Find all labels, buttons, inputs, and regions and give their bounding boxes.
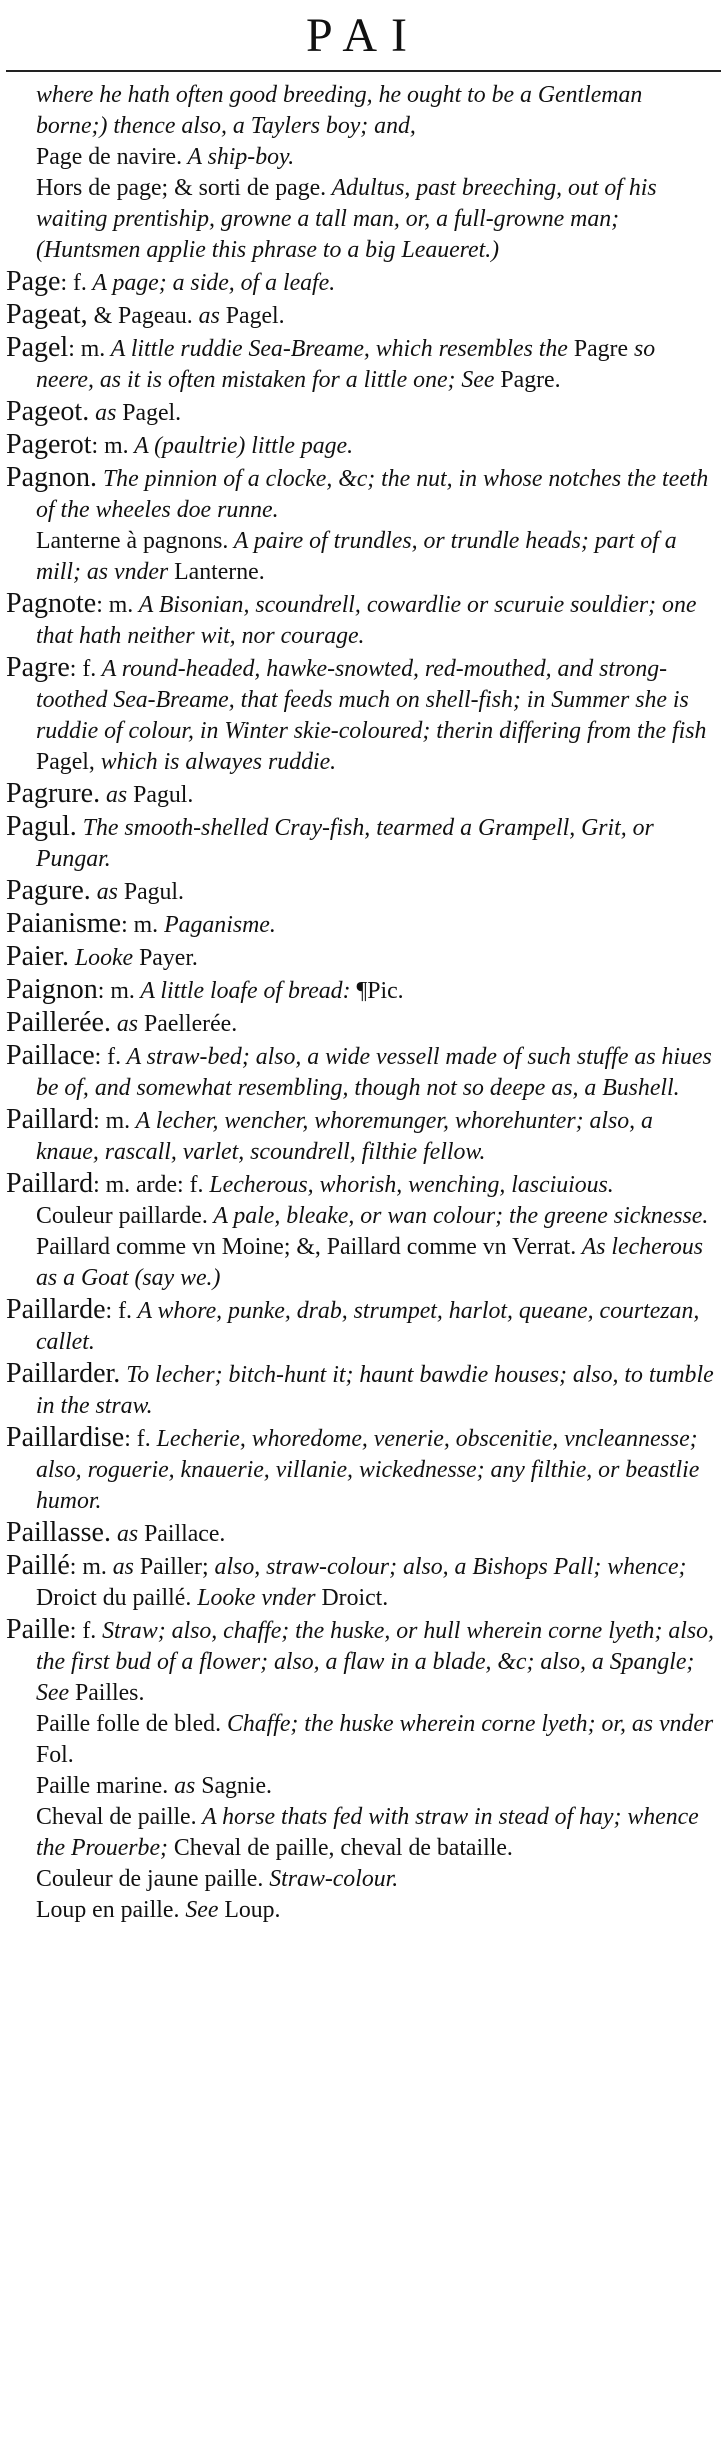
french-text: Lanterne à pagnons. [36, 528, 229, 554]
french-text: : f. [105, 1298, 132, 1324]
entry-list [6, 80, 718, 1926]
definition-text: A ship-boy. [182, 144, 295, 170]
french-text: & Pageau. [87, 303, 193, 329]
dictionary-entry [6, 1294, 718, 1358]
dictionary-entry [6, 875, 718, 908]
sub-entry [6, 142, 718, 173]
dictionary-entry [6, 1040, 718, 1104]
dictionary-entry [6, 941, 718, 974]
definition-text: Straw-colour. [263, 1866, 399, 1892]
headword: Paillarder. [6, 1358, 121, 1389]
definition-text: Paganisme. [158, 912, 276, 938]
french-text: Couleur paillarde. [36, 1203, 208, 1229]
french-text: Droict. [321, 1585, 389, 1611]
definition-text: Lecherous, whorish, wenching, lasciuious. [203, 1172, 614, 1198]
french-text: : f. [124, 1426, 151, 1452]
headword: Pagerot [6, 429, 92, 460]
headword: Paillé [6, 1550, 70, 1581]
headword: Paier. [6, 941, 69, 972]
french-text: : f. [94, 1044, 122, 1070]
french-text: : f. [69, 1618, 97, 1644]
french-text: Paillard comme vn Moine; &, Paillard comme vn Verrat. [36, 1234, 577, 1260]
headword: Pageat, [6, 299, 88, 330]
definition-text: as [192, 303, 226, 329]
dictionary-entry [6, 1614, 718, 1709]
dictionary-entry [6, 1517, 718, 1550]
headword: Pagrure. [6, 778, 101, 809]
sub-entry [6, 1895, 718, 1926]
sub-entry [6, 1232, 718, 1294]
french-text: ¶Pic. [356, 978, 404, 1004]
definition-text: A straw-bed; also, a wide vessell made of such stuffe as hiues be of, and somewhat resembling, though not so deepe as, a Bushell. [36, 1044, 712, 1101]
french-text: : m. [68, 336, 106, 362]
sub-entry [6, 1771, 718, 1802]
french-text: Paille folle de bled. [36, 1711, 222, 1737]
french-text: Pagre [573, 336, 629, 362]
definition-text: where he hath often good breeding, he ought to be a Gentleman borne;) thence also, a Taylers boy; and, [36, 82, 643, 139]
definition-text: as [111, 1521, 145, 1547]
french-text: Page de navire. [36, 144, 183, 170]
headword: Paillard [6, 1104, 94, 1135]
french-text: Lanterne. [174, 559, 265, 585]
definition-text: The smooth-shelled Cray-fish, tearmed a Grampell, Grit, or Pungar. [36, 815, 654, 872]
french-text: Pagel. [122, 400, 182, 426]
french-text: : m. [96, 592, 134, 618]
french-text: Paille marine. [36, 1773, 169, 1799]
sub-entry [6, 173, 718, 266]
definition-text: Looke [69, 945, 140, 971]
sub-entry [6, 1802, 718, 1864]
sub-entry [6, 1709, 718, 1771]
definition-text: A pale, bleake, or wan colour; the greene sicknesse. [207, 1203, 709, 1229]
dictionary-entry [6, 396, 718, 429]
definition-text: A horse thats fed with straw in stead of hay; whence the Prouerbe; [36, 1804, 699, 1861]
french-text: Loup. [224, 1897, 281, 1923]
french-text: Loup en paille. [36, 1897, 180, 1923]
french-text: : m. [93, 1108, 131, 1134]
definition-text: A paire of trundles, or trundle heads; part of a mill; as vnder [36, 528, 677, 585]
definition-text: See [179, 1897, 225, 1923]
french-text: : f. [60, 270, 87, 296]
french-text: Paellerée. [144, 1011, 238, 1037]
sub-entry [6, 1583, 718, 1614]
headword: Pagure. [6, 875, 91, 906]
definition-text: as [168, 1773, 202, 1799]
definition-text: as [90, 879, 124, 905]
sub-entry [6, 526, 718, 588]
dictionary-entry [6, 1104, 718, 1168]
header-rule [6, 70, 721, 72]
headword: Pagnote [6, 588, 97, 619]
definition-text: As lecherous as a Goat (say we.) [36, 1234, 704, 1291]
definition-text: To lecher; bitch-hunt it; haunt bawdie houses; also, to tumble in the straw. [36, 1362, 714, 1419]
dictionary-entry [6, 811, 718, 875]
headword: Pagnon. [6, 462, 97, 493]
headword: Paillardise [6, 1422, 125, 1453]
headword: Paillasse. [6, 1517, 111, 1548]
french-text: Paillace. [144, 1521, 226, 1547]
french-text: Pagul. [133, 782, 194, 808]
definition-text: as [89, 400, 123, 426]
french-text: : f. [69, 656, 97, 682]
headword: Pagre [6, 652, 70, 683]
definition-text: which is alwayes ruddie. [94, 749, 337, 775]
french-text: Hors de page; & sorti de page. [36, 175, 327, 201]
headword: Paillerée. [6, 1007, 111, 1038]
headword: Pagel [6, 332, 69, 363]
french-text: Pailles. [74, 1680, 145, 1706]
definition-text: Lecherie, whoredome, venerie, obscenitie, vncleannesse; also, roguerie, knauerie, villanie, wickednesse; any filthie, or beastlie humor. [36, 1426, 700, 1514]
definition-text: A whore, punke, drab, strumpet, harlot, queane, courtezan, callet. [36, 1298, 700, 1355]
headword: Pageot. [6, 396, 90, 427]
french-text: : m. [97, 978, 135, 1004]
french-text: : m. [69, 1554, 107, 1580]
headword: Paillarde [6, 1294, 106, 1325]
dictionary-entry [6, 778, 718, 811]
sub-entry [6, 1201, 718, 1232]
french-text: : m. arde: f. [93, 1172, 204, 1198]
definition-text: Straw; also, chaffe; the huske, or hull wherein corne lyeth; also, the first bud of a flower; also, a flaw in a blade, &c; also, a Spangle; See [36, 1618, 714, 1706]
definition-text: A round-headed, hawke-snowted, red-mouthed, and strong-toothed Sea-Breame, that feeds much on shell-fish; in Summer she is ruddie of colour, in Winter skie-coloured; therin differing from the fish [36, 656, 707, 744]
french-text: Cheval de paille. [36, 1804, 197, 1830]
french-text: : m. [121, 912, 159, 938]
dictionary-entry [6, 652, 718, 778]
definition-text: The pinnion of a clocke, &c; the nut, in whose notches the teeth of the wheeles doe runne. [36, 466, 709, 523]
definition-text: also, straw-colour; also, a Bishops Pall; whence; [208, 1554, 687, 1580]
definition-text: Looke vnder [191, 1585, 322, 1611]
dictionary-entry [6, 429, 718, 462]
french-text: Pagel, [36, 749, 95, 775]
headword: Paillace [6, 1040, 95, 1071]
french-text: Payer. [139, 945, 198, 971]
continued-entry [6, 80, 718, 142]
definition-text: as [100, 782, 134, 808]
definition-text: as [110, 1011, 145, 1037]
definition-text: A (paultrie) little page. [128, 433, 354, 459]
french-text: Fol. [36, 1742, 74, 1768]
definition-text: Chaffe; the huske wherein corne lyeth; or, as vnder [221, 1711, 714, 1737]
dictionary-entry [6, 908, 718, 941]
definition-text: so neere, as it is often mistaken for a little one; See [36, 336, 656, 393]
definition-text: A lecher, wencher, whoremunger, whorehunter; also, a knaue, rascall, varlet, scoundrell, filthie fellow. [36, 1108, 653, 1165]
french-text: Sagnie. [201, 1773, 272, 1799]
french-text: Cheval de paille, cheval de bataille. [173, 1835, 513, 1861]
headword: Paillard [6, 1168, 94, 1199]
dictionary-entry [6, 1007, 718, 1040]
dictionary-entry [6, 1422, 718, 1517]
dictionary-entry [6, 266, 718, 299]
dictionary-entry [6, 1550, 718, 1583]
french-text: Pagel. [225, 303, 285, 329]
running-head: PAI [306, 9, 421, 62]
definition-text: Adultus, past breeching, out of his waiting prentiship, growne a tall man, or, a full-growne man; (Huntsmen applie this phrase to a big Leaueret.) [36, 175, 657, 263]
french-text: : m. [91, 433, 129, 459]
dictionary-entry [6, 1168, 718, 1201]
headword: Page [6, 266, 61, 297]
headword: Paignon [6, 974, 98, 1005]
definition-text: A page; a side, of a leafe. [86, 270, 336, 296]
french-text: Droict du paillé. [36, 1585, 192, 1611]
headword: Pagul. [6, 811, 77, 842]
definition-text: as [106, 1554, 140, 1580]
dictionary-entry [6, 1358, 718, 1422]
definition-text: A little ruddie Sea-Breame, which resembles the [105, 336, 574, 362]
french-text: Pagul. [123, 879, 184, 905]
dictionary-entry [6, 462, 718, 526]
dictionary-entry [6, 974, 718, 1007]
french-text: Couleur de jaune paille. [36, 1866, 264, 1892]
dictionary-entry [6, 332, 718, 396]
definition-text: A Bisonian, scoundrell, cowardlie or scuruie souldier; one that hath neither wit, nor courage. [36, 592, 697, 649]
headword: Paianisme [6, 908, 122, 939]
headword: Paille [6, 1614, 70, 1645]
definition-text: A little loafe of bread: [134, 978, 357, 1004]
dictionary-entry [6, 588, 718, 652]
french-text: Pagre. [500, 367, 561, 393]
french-text: Pailler; [139, 1554, 209, 1580]
sub-entry [6, 1864, 718, 1895]
dictionary-entry [6, 299, 718, 332]
